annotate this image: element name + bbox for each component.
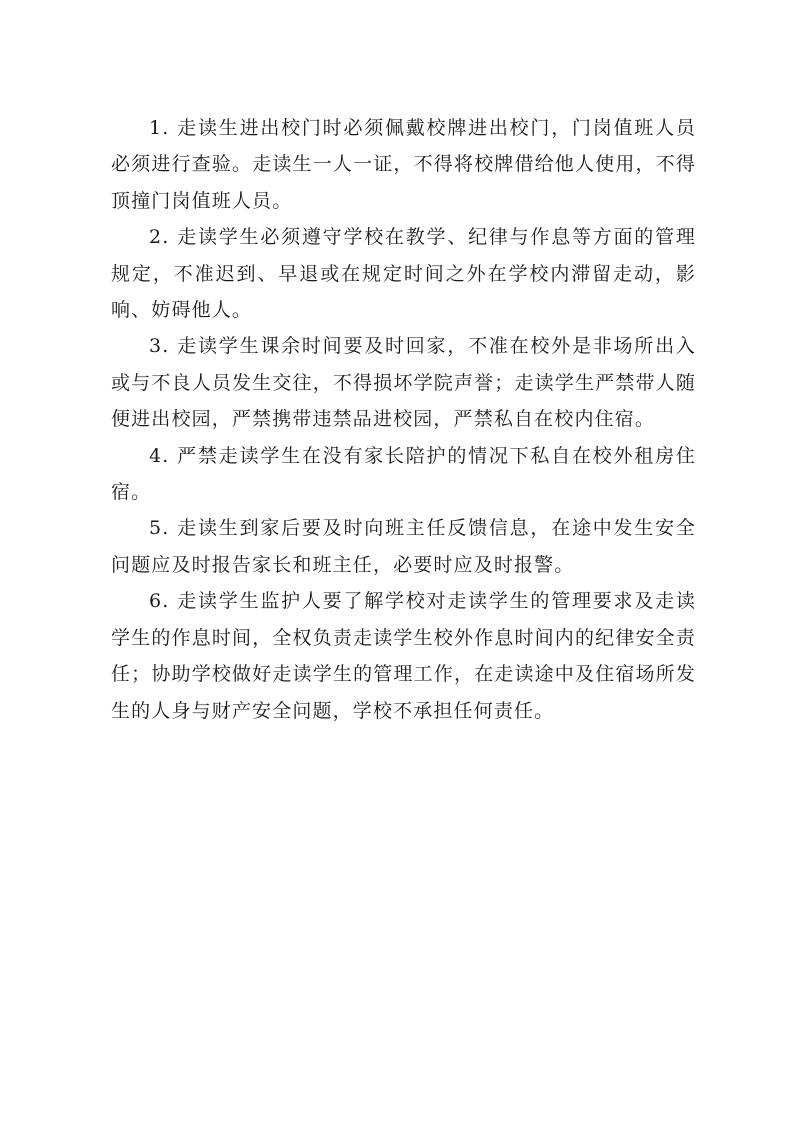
rule-paragraph-4: 4. 严禁走读学生在没有家长陪护的情况下私自在校外租房住宿。 xyxy=(111,444,696,504)
rule-paragraph-3: 3. 走读学生课余时间要及时回家，不准在校外是非场所出入或与不良人员发生交往，不得损坏学院声誉；走读学生严禁带人随便进出校园，严禁携带违禁品进校园，严禁私自在校内住宿。 xyxy=(111,335,696,431)
document-body xyxy=(111,110,696,729)
rule-paragraph-5: 5. 走读生到家后要及时向班主任反馈信息，在途中发生安全问题应及时报告家长和班主任，必要时应及时报警。 xyxy=(111,517,696,576)
rule-paragraph-1: 1. 走读生进出校门时必须佩戴校牌进出校门，门岗值班人员必须进行查验。走读生一人一证，不得将校牌借给他人使用，不得顶撞门岗值班人员。 xyxy=(111,117,696,212)
rule-paragraph-6: 6. 走读学生监护人要了解学校对走读学生的管理要求及走读学生的作息时间，全权负责走读学生校外作息时间内的纪律安全责任；协助学校做好走读学生的管理工作，在走读途中及住宿场所发生的人身与财产安全问题，学校不承担任何责任。 xyxy=(111,590,696,722)
rule-paragraph-2: 2. 走读学生必须遵守学校在教学、纪律与作息等方面的管理规定，不准迟到、早退或在规定时间之外在学校内滞留走动，影响、妨碍他人。 xyxy=(111,226,696,322)
